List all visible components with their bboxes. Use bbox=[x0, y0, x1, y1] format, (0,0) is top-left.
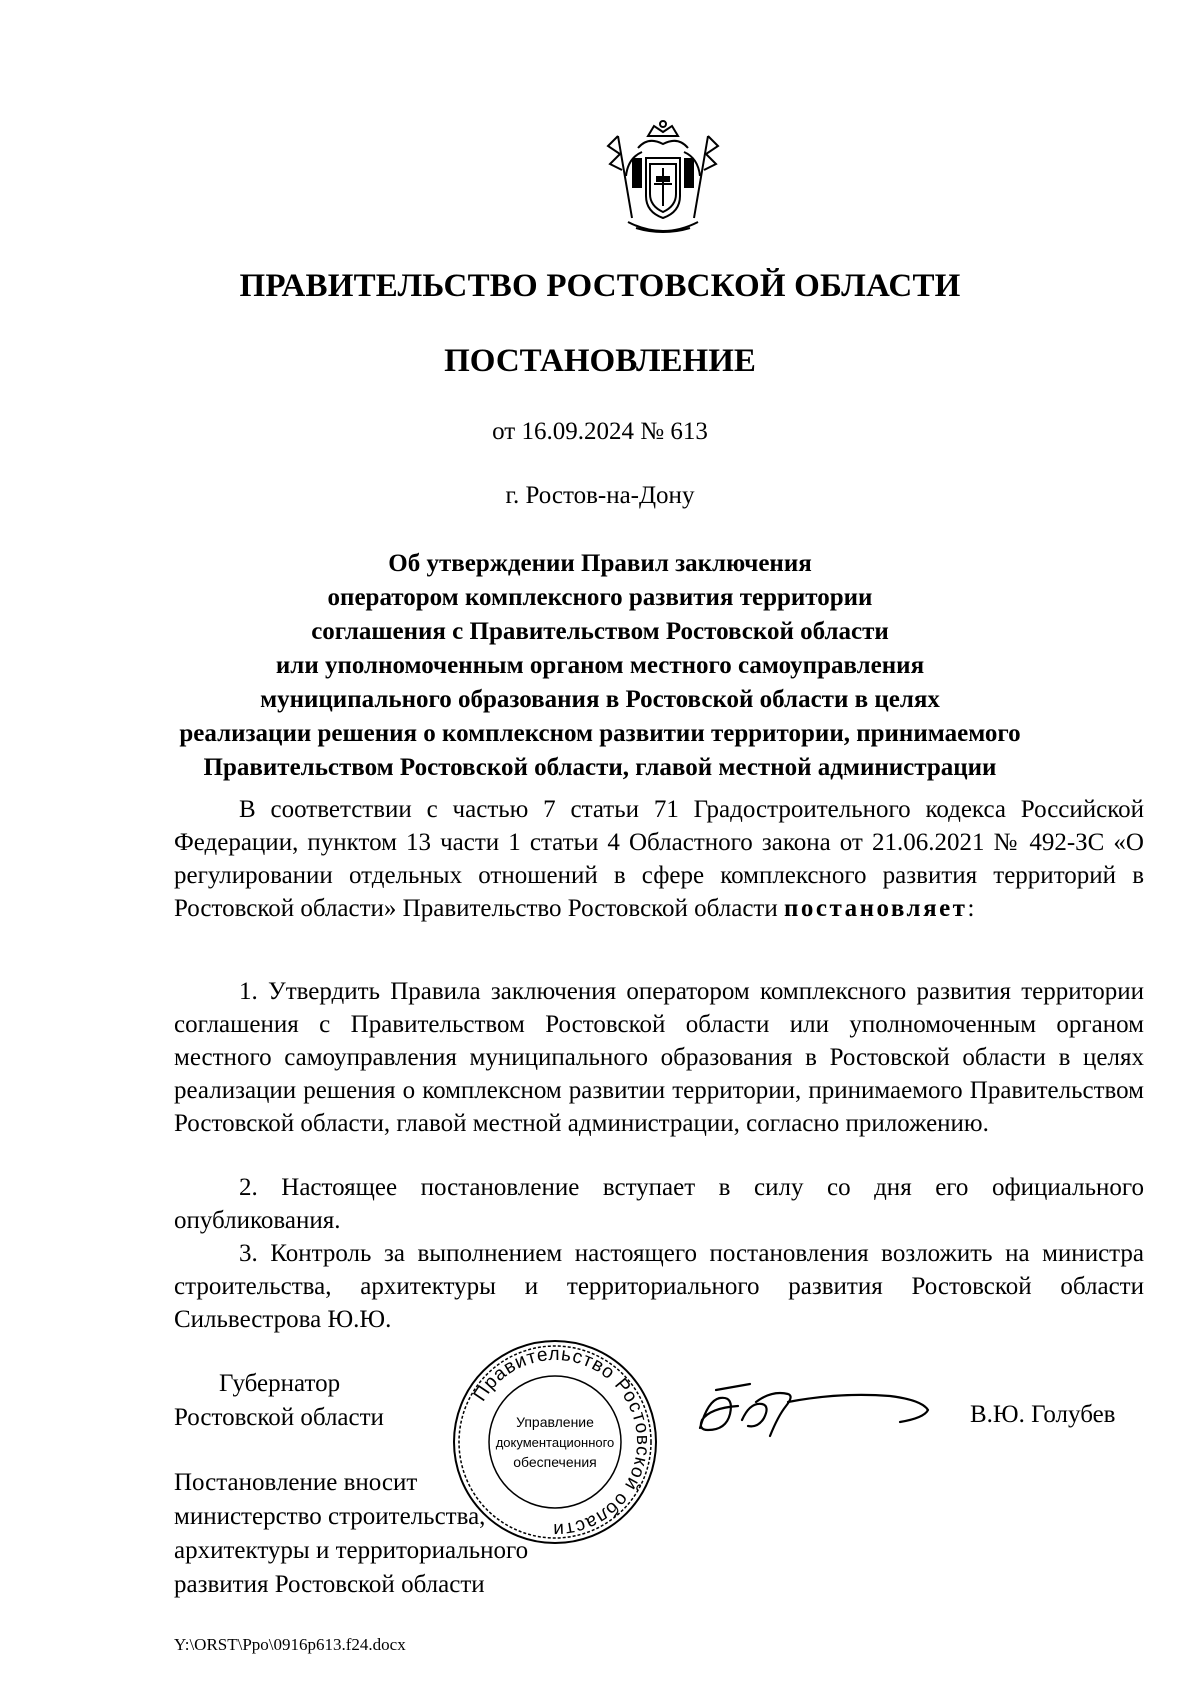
date-and-number: от 16.09.2024 № 613 bbox=[492, 418, 708, 445]
preamble-end: : bbox=[967, 895, 975, 922]
introduced-by-line: развития Ростовской области bbox=[174, 1571, 485, 1598]
clause-3 bbox=[174, 1237, 1144, 1336]
subject-line: оператором комплексного развития территории bbox=[327, 584, 873, 611]
resolves-keyword: постановляет bbox=[784, 895, 968, 922]
signatory-title bbox=[174, 1367, 384, 1435]
subject-line: муниципального образования в Ростовской области в целях bbox=[260, 686, 940, 713]
clause-3-text: 3. Контроль за выполнением настоящего постановления возложить на министра строительства, архитектуры и территориального развития Ростовской области Сильвестрова Ю.Ю. bbox=[174, 1240, 1144, 1333]
city: г. Ростов-на-Дону bbox=[505, 482, 695, 509]
seal-inner-line: Управление bbox=[516, 1414, 594, 1430]
signatory-title-line: Губернатор bbox=[219, 1370, 341, 1397]
introduced-by-line: министерство строительства, bbox=[174, 1503, 486, 1530]
preamble-paragraph bbox=[174, 793, 1144, 925]
clause-2 bbox=[174, 1171, 1144, 1237]
organization-title: ПРАВИТЕЛЬСТВО РОСТОВСКОЙ ОБЛАСТИ bbox=[239, 268, 961, 304]
seal-inner-line: документационного bbox=[495, 1435, 615, 1450]
official-seal-icon bbox=[450, 1337, 660, 1547]
subject-line: соглашения с Правительством Ростовской области bbox=[311, 618, 889, 645]
clause-1-text: 1. Утвердить Правила заключения оператором комплексного развития территории соглашения с Правительством Ростовской области или уполномоченным органом местного самоуправления муниципального образования в Ростовской области в целях реализации решения о комплексном развитии территории, принимаемого Правительством Ростовской области, главой местной администрации, согласно приложению. bbox=[174, 978, 1144, 1137]
introduced-by-line: Постановление вносит bbox=[174, 1469, 418, 1496]
document-type: ПОСТАНОВЛЕНИЕ bbox=[444, 343, 756, 379]
subject-line: Правительством Ростовской области, главой местной администрации bbox=[203, 754, 997, 781]
coat-of-arms-icon bbox=[598, 118, 728, 240]
file-path: Y:\ORST\Ppo\0916p613.f24.docx bbox=[174, 1635, 406, 1654]
preamble-text: В соответствии с частью 7 статьи 71 Градостроительного кодекса Российской Федерации, пунктом 13 части 1 статьи 4 Областного закона от 21.06.2021 № 492-ЗС «О регулировании отдельных отношений в сфере комплексного развития территорий в Ростовской области» Правительство Ростовской области bbox=[174, 796, 1144, 922]
seal-outer-text: Правительство Ростовской области bbox=[469, 1343, 654, 1541]
subject-line: реализации решения о комплексном развитии территории, принимаемого bbox=[179, 720, 1021, 747]
signatory-title-line: Ростовской области bbox=[174, 1404, 384, 1431]
clause-1 bbox=[174, 975, 1144, 1140]
document-subject bbox=[0, 547, 1200, 785]
subject-line: или уполномоченным органом местного самоуправления bbox=[275, 652, 925, 679]
subject-line: Об утверждении Правил заключения bbox=[388, 550, 812, 577]
clause-2-text: 2. Настоящее постановление вступает в силу со дня его официального опубликования. bbox=[174, 1174, 1144, 1234]
signatory-name: В.Ю. Голубев bbox=[970, 1401, 1116, 1428]
introduced-by-line: архитектуры и территориального bbox=[174, 1537, 529, 1564]
seal-inner-line: обеспечения bbox=[513, 1454, 597, 1470]
handwritten-signature-icon bbox=[690, 1380, 940, 1450]
